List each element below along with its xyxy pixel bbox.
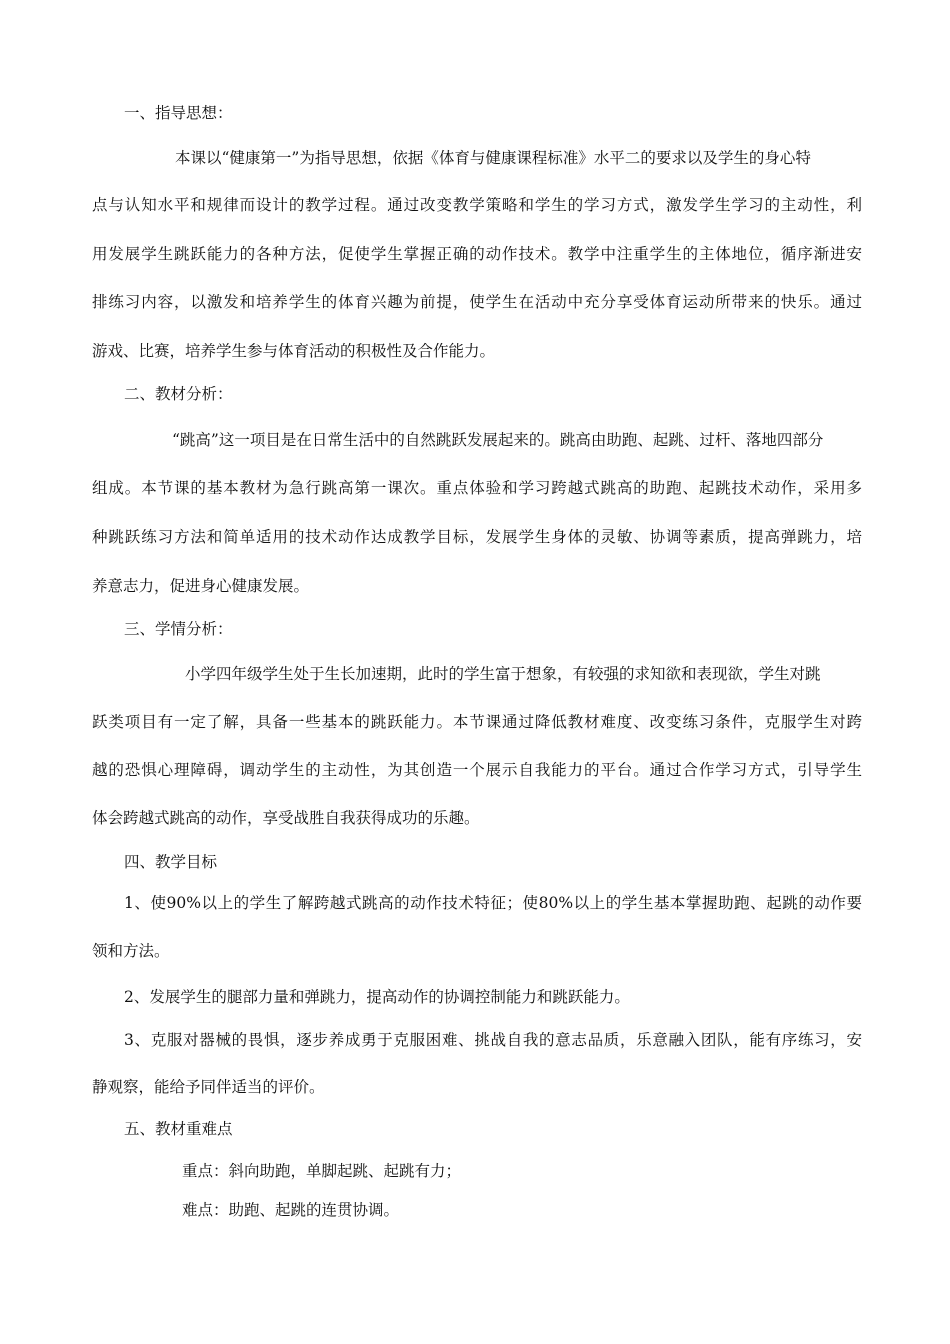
section-heading-student-analysis: 三、学情分析： bbox=[124, 620, 233, 638]
paragraph-line: 跃类项目有一定了解，具备一些基本的跳跃能力。本节课通过降低教材难度、改变练习条件，克服学生对跨 bbox=[92, 713, 862, 731]
paragraph-line: 游戏、比赛，培养学生参与体育活动的积极性及合作能力。 bbox=[92, 342, 496, 360]
objective-item-continued: 领和方法。 bbox=[92, 942, 170, 960]
key-point-item: 重点：斜向助跑，单脚起跳、起跳有力； bbox=[182, 1162, 462, 1180]
paragraph-line: 体会跨越式跳高的动作，享受战胜自我获得成功的乐趣。 bbox=[92, 809, 480, 827]
section-heading-teaching-objectives: 四、教学目标 bbox=[124, 853, 218, 871]
paragraph-line: “跳高”这一项目是在日常生活中的自然跳跃发展起来的。跳高由助跑、起跳、过杆、落地四部分 bbox=[172, 431, 824, 449]
paragraph-line: 排练习内容，以激发和培养学生的体育兴趣为前提，使学生在活动中充分享受体育运动所带来的快乐。通过 bbox=[92, 293, 862, 311]
paragraph-line: 养意志力，促进身心健康发展。 bbox=[92, 577, 310, 595]
paragraph-line: 本课以“健康第一”为指导思想，依据《体育与健康课程标准》水平二的要求以及学生的身心特 bbox=[175, 149, 811, 167]
section-heading-material-analysis: 二、教材分析： bbox=[124, 385, 233, 403]
paragraph-line: 种跳跃练习方法和简单适用的技术动作达成教学目标，发展学生身体的灵敏、协调等素质，提高弹跳力，培 bbox=[92, 528, 862, 546]
objective-item: 3、克服对器械的畏惧，逐步养成勇于克服困难、挑战自我的意志品质，乐意融入团队，能有序练习，安 bbox=[124, 1031, 862, 1049]
objective-item: 2、发展学生的腿部力量和弹跳力，提高动作的协调控制能力和跳跃能力。 bbox=[124, 988, 630, 1006]
paragraph-line: 点与认知水平和规律而设计的教学过程。通过改变教学策略和学生的学习方式，激发学生学习的主动性，利 bbox=[92, 196, 862, 214]
difficulty-item: 难点：助跑、起跳的连贯协调。 bbox=[182, 1201, 400, 1219]
paragraph-line: 越的恐惧心理障碍，调动学生的主动性，为其创造一个展示自我能力的平台。通过合作学习方式，引导学生 bbox=[92, 761, 862, 779]
paragraph-line: 组成。本节课的基本教材为急行跳高第一课次。重点体验和学习跨越式跳高的助跑、起跳技术动作，采用多 bbox=[92, 479, 862, 497]
objective-item-continued: 静观察，能给予同伴适当的评价。 bbox=[92, 1078, 325, 1096]
objective-item: 1、使90%以上的学生了解跨越式跳高的动作技术特征；使80%以上的学生基本掌握助跑、起跳的动作要 bbox=[124, 894, 862, 912]
section-heading-guiding-ideology: 一、指导思想： bbox=[124, 104, 233, 122]
paragraph-line: 用发展学生跳跃能力的各种方法，促使学生掌握正确的动作技术。教学中注重学生的主体地位，循序渐进安 bbox=[92, 245, 862, 263]
paragraph-line: 小学四年级学生处于生长加速期，此时的学生富于想象，有较强的求知欲和表现欲，学生对跳 bbox=[185, 665, 821, 683]
section-heading-key-points: 五、教材重难点 bbox=[124, 1120, 233, 1138]
